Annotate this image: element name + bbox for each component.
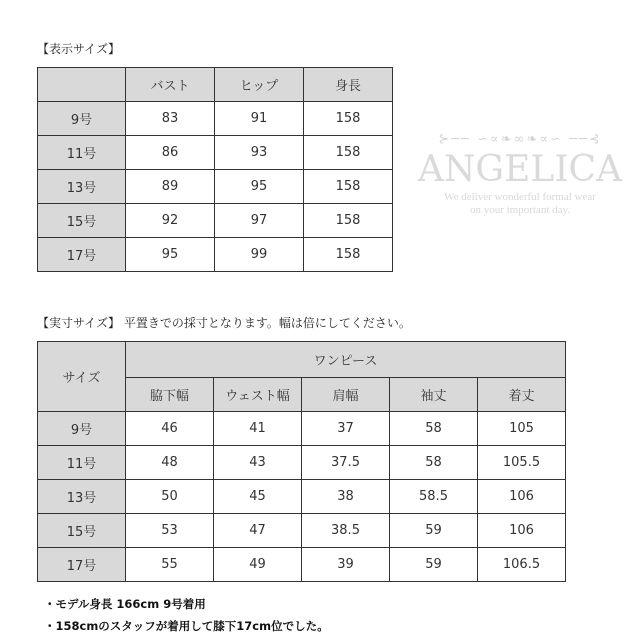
- table-row: [38, 238, 393, 272]
- hip-value: 97: [215, 204, 304, 238]
- total-length-value: 106.5: [478, 548, 566, 582]
- header-cell-dress: ワンピース: [126, 342, 566, 378]
- height-value: 158: [304, 204, 393, 238]
- bust-value: 89: [126, 170, 215, 204]
- height-value: 158: [304, 238, 393, 272]
- actual-size-heading: 【実寸サイズ】 平置きでの採寸となります。幅は倍にしてください。: [37, 316, 411, 330]
- size-label: 17号: [38, 238, 126, 272]
- notes: [44, 596, 329, 640]
- hip-value: 99: [215, 238, 304, 272]
- height-value: 158: [304, 136, 393, 170]
- underarm-width-value: 50: [126, 480, 214, 514]
- total-length-value: 105: [478, 412, 566, 446]
- sleeve-length-value: 58: [390, 412, 478, 446]
- shoulder-width-value: 37.5: [302, 446, 390, 480]
- header-cell-bust: バスト: [126, 68, 215, 102]
- header-cell-height: 身長: [304, 68, 393, 102]
- table-row: [38, 204, 393, 238]
- table-row: [38, 446, 566, 480]
- staff-fit-note: ・158cmのスタッフが着用して膝下17cm位でした。: [44, 619, 329, 633]
- ornament-divider: ⊱── ∽∝❧∞❧∝∽ ──⊰: [438, 132, 602, 147]
- size-label: 15号: [38, 204, 126, 238]
- waist-width-value: 45: [214, 480, 302, 514]
- size-label: 17号: [38, 548, 126, 582]
- waist-width-value: 47: [214, 514, 302, 548]
- table-row: [38, 412, 566, 446]
- height-value: 158: [304, 170, 393, 204]
- height-value: 158: [304, 102, 393, 136]
- table-row: [38, 102, 393, 136]
- table-header-row: [38, 342, 566, 378]
- bust-value: 95: [126, 238, 215, 272]
- size-label: 9号: [38, 412, 126, 446]
- sleeve-length-value: 59: [390, 548, 478, 582]
- shoulder-width-value: 38.5: [302, 514, 390, 548]
- brand-watermark: [402, 132, 638, 217]
- sleeve-length-value: 58: [390, 446, 478, 480]
- sleeve-length-value: 59: [390, 514, 478, 548]
- underarm-width-value: 53: [126, 514, 214, 548]
- table-row: [38, 480, 566, 514]
- shoulder-width-value: 37: [302, 412, 390, 446]
- size-label: 13号: [38, 480, 126, 514]
- underarm-width-value: 46: [126, 412, 214, 446]
- total-length-value: 106: [478, 514, 566, 548]
- brand-logo: ANGELICA: [417, 149, 623, 190]
- waist-width-value: 41: [214, 412, 302, 446]
- table-row: [38, 136, 393, 170]
- bust-value: 86: [126, 136, 215, 170]
- shoulder-width-value: 38: [302, 480, 390, 514]
- actual-size-table: [37, 341, 566, 582]
- total-length-value: 106: [478, 480, 566, 514]
- underarm-width-value: 48: [126, 446, 214, 480]
- sleeve-length-value: 58.5: [390, 480, 478, 514]
- header-cell-size: サイズ: [38, 342, 126, 412]
- header-cell-hip: ヒップ: [215, 68, 304, 102]
- hip-value: 95: [215, 170, 304, 204]
- table-row: [38, 170, 393, 204]
- total-length-value: 105.5: [478, 446, 566, 480]
- brand-tagline-2: on your important day.: [469, 204, 571, 216]
- bust-value: 83: [126, 102, 215, 136]
- header-cell-sleeve-length: 袖丈: [390, 378, 478, 412]
- hip-value: 93: [215, 136, 304, 170]
- table-header-row: [38, 68, 393, 102]
- hip-value: 91: [215, 102, 304, 136]
- display-size-table: [37, 67, 393, 272]
- size-label: 15号: [38, 514, 126, 548]
- underarm-width-value: 55: [126, 548, 214, 582]
- waist-width-value: 49: [214, 548, 302, 582]
- header-cell-total-length: 着丈: [478, 378, 566, 412]
- size-label: 11号: [38, 446, 126, 480]
- bust-value: 92: [126, 204, 215, 238]
- size-label: 13号: [38, 170, 126, 204]
- header-cell-empty: [38, 68, 126, 102]
- header-cell-waist-width: ウェスト幅: [214, 378, 302, 412]
- table-row: [38, 514, 566, 548]
- size-label: 9号: [38, 102, 126, 136]
- header-cell-underarm-width: 脇下幅: [126, 378, 214, 412]
- table-row: [38, 548, 566, 582]
- size-label: 11号: [38, 136, 126, 170]
- waist-width-value: 43: [214, 446, 302, 480]
- model-height-note: ・モデル身長 166cm 9号着用: [44, 597, 206, 611]
- header-cell-shoulder-width: 肩幅: [302, 378, 390, 412]
- brand-tagline-1: We deliver wonderful formal wear: [444, 191, 596, 203]
- display-size-heading: 【表示サイズ】: [37, 42, 121, 56]
- shoulder-width-value: 39: [302, 548, 390, 582]
